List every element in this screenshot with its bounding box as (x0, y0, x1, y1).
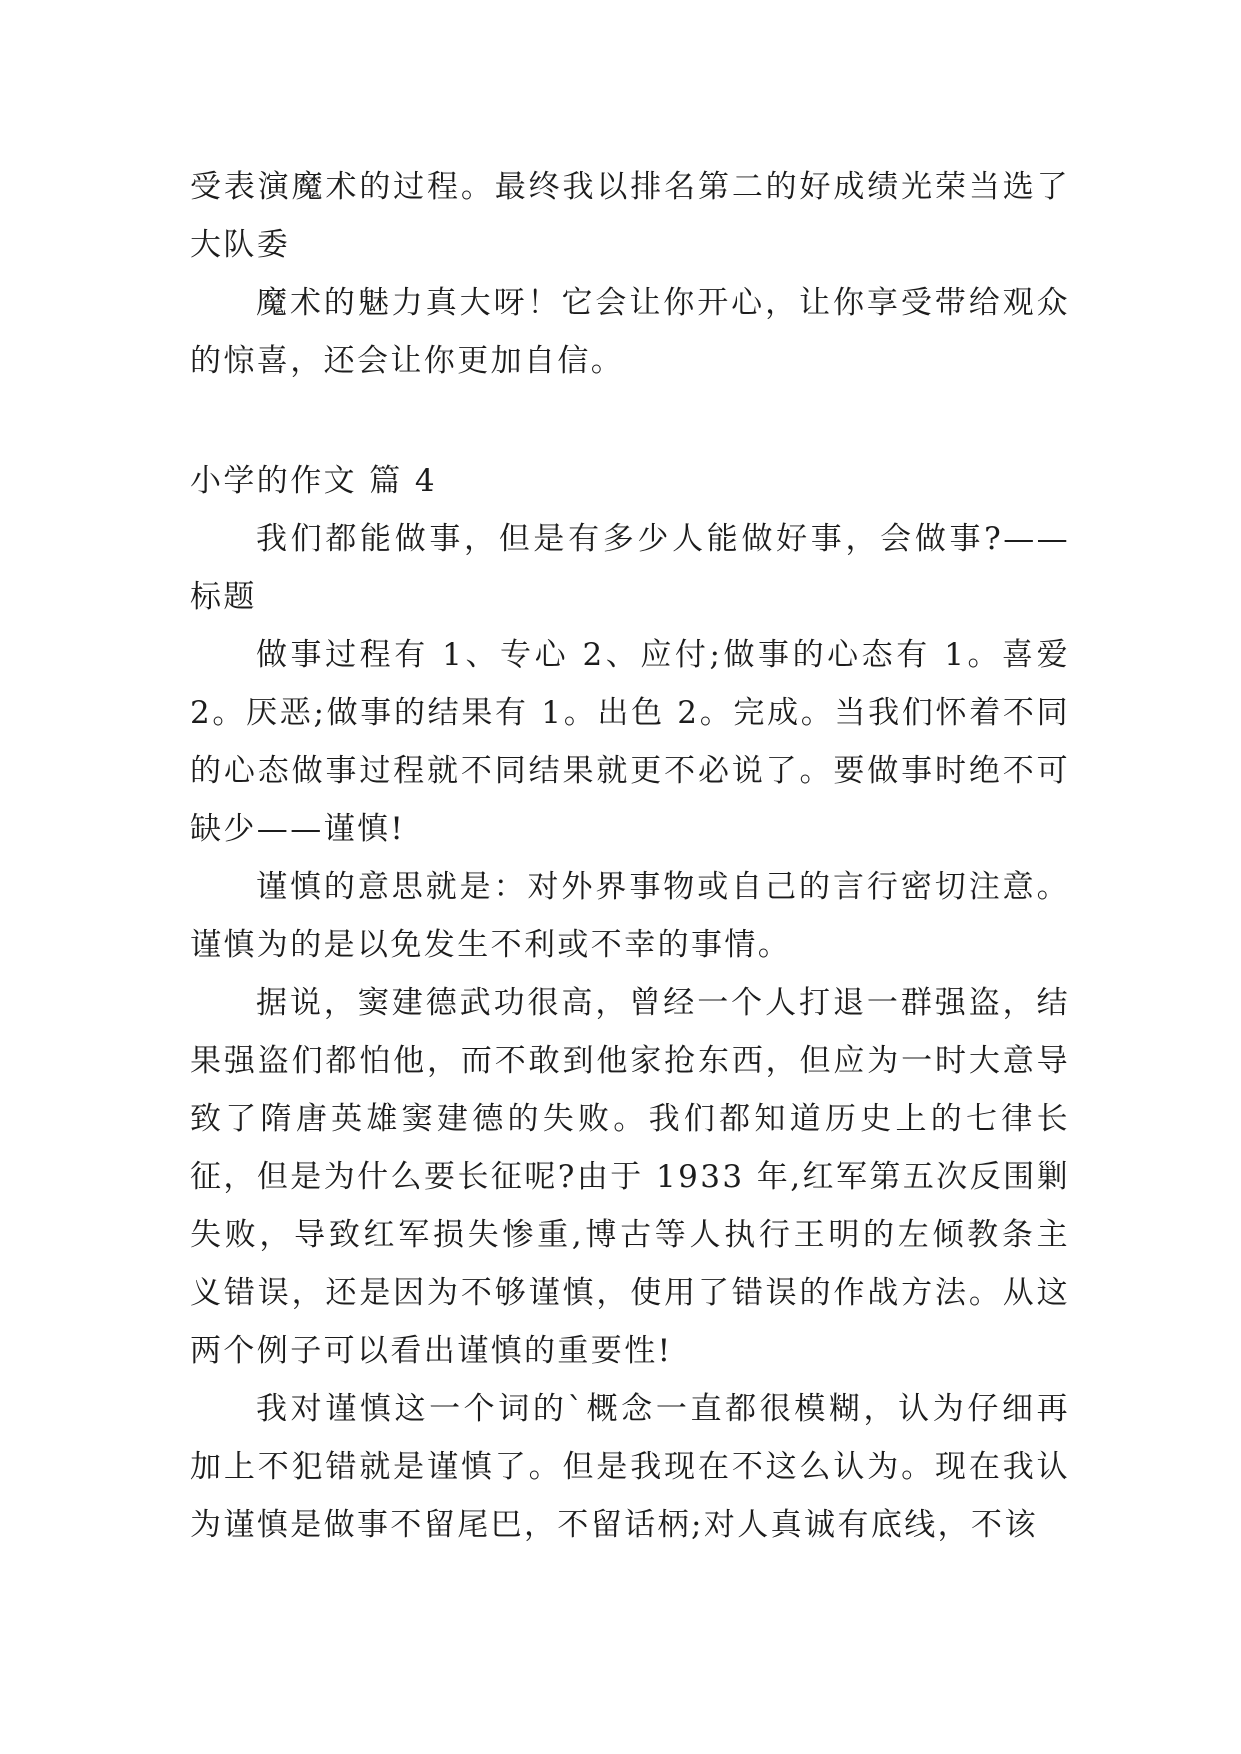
document-page (190, 158, 1070, 1554)
paragraph-3: 我们都能做事，但是有多少人能做好事，会做事?——标题 (190, 521, 1070, 615)
paragraph-6: 据说，窦建德武功很高，曾经一个人打退一群强盗，结果强盗们都怕他，而不敢到他家抢东西，但应为一时大意导致了隋唐英雄窦建德的失败。我们都知道历史上的七律长征，但是为什么要长征呢?由于 1933 年,红军第五次反围剿失败，导致红军损失惨重,博古等人执行王明的左倾教条主义错误，还是因为不够谨慎，使用了错误的作战方法。从这两个例子可以看出谨慎的重要性! (190, 985, 1070, 1369)
paragraph-7: 我对谨慎这一个词的`概念一直都很模糊，认为仔细再加上不犯错就是谨慎了。但是我现在不这么认为。现在我认为谨慎是做事不留尾巴，不留话柄;对人真诚有底线，不该 (190, 1391, 1070, 1543)
paragraph-4: 做事过程有 1、专心 2、应付;做事的心态有 1。喜爱 2。厌恶;做事的结果有 1。出色 2。完成。当我们怀着不同的心态做事过程就不同结果就更不必说了。要做事时绝不可缺少——谨慎! (190, 637, 1070, 847)
section-spacer (190, 390, 1070, 452)
paragraph-1: 受表演魔术的过程。最终我以排名第二的好成绩光荣当选了大队委 (190, 169, 1070, 263)
section-heading: 小学的作文 篇 4 (190, 463, 438, 499)
paragraph-2: 魔术的魅力真大呀！它会让你开心，让你享受带给观众的惊喜，还会让你更加自信。 (190, 285, 1070, 379)
paragraph-5: 谨慎的意思就是：对外界事物或自己的言行密切注意。谨慎为的是以免发生不利或不幸的事情。 (190, 869, 1070, 963)
